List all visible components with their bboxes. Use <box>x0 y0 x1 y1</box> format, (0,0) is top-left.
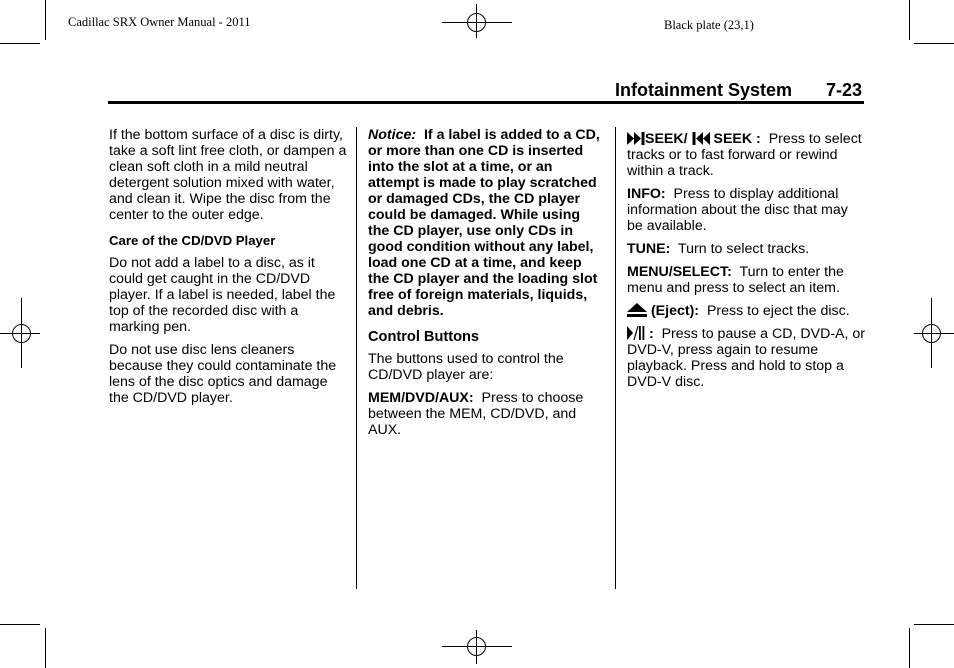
column-3 <box>627 131 865 397</box>
info-item <box>627 186 865 234</box>
notice-label: Notice: <box>368 127 417 143</box>
menu-select-text: Turn to enter the menu and press to select an item. <box>627 264 844 296</box>
column-1 <box>109 127 349 413</box>
cleaning-paragraph: If the bottom surface of a disc is dirty, take a soft lint free cloth, or dampen a clean soft cloth in a mild neutral detergent solution mixed with water, and clean it. Wipe the disc from the center to the outer edge. <box>109 127 347 223</box>
seek-back-icon <box>692 132 710 145</box>
lens-cleaner-paragraph: Do not use disc lens cleaners because they could contaminate the lens of the disc optics and damage the CD/DVD player. <box>109 342 337 406</box>
seek-forward-icon <box>627 132 645 145</box>
header-rule <box>108 101 864 104</box>
manual-title: Cadillac SRX Owner Manual - 2011 <box>68 15 251 29</box>
page-number: 7-23 <box>826 80 863 100</box>
tune-label: TUNE: <box>627 241 671 257</box>
menu-select-label: MENU/SELECT: <box>627 264 732 280</box>
column-divider <box>356 127 357 589</box>
mem-dvd-aux-label: MEM/DVD/AUX: <box>368 390 474 406</box>
tune-text: Turn to select tracks. <box>678 241 810 257</box>
eject-item <box>627 303 865 319</box>
mem-dvd-aux-text: Press to choose between the MEM, CD/DVD, and AUX. <box>368 390 584 438</box>
seek-label-a: SEEK/ <box>645 131 688 147</box>
play-pause-label: : <box>648 326 654 342</box>
label-paragraph: Do not add a label to a disc, as it could get caught in the CD/DVD player. If a label is needed, label the top of the recorded disc with a marking pen. <box>109 255 336 335</box>
plate-label: Black plate (23,1) <box>664 18 754 32</box>
tune-item <box>627 241 865 257</box>
eject-icon <box>627 303 647 317</box>
control-buttons-intro: The buttons used to control the CD/DVD player are: <box>368 351 564 383</box>
play-pause-text: Press to pause a CD, DVD-A, or DVD-V, press again to resume playback. Press and hold to stop a DVD-V disc. <box>627 326 866 390</box>
column-divider <box>615 127 616 589</box>
info-text: Press to display additional information about the disc that may be available. <box>627 186 848 234</box>
eject-label: (Eject): <box>650 303 700 319</box>
column-2 <box>368 127 604 445</box>
play-pause-item <box>627 326 865 390</box>
mem-dvd-aux-item <box>368 390 604 438</box>
seek-label-b: SEEK : <box>713 131 761 147</box>
care-heading: Care of the CD/DVD Player <box>109 233 276 248</box>
section-title: Infotainment System <box>615 80 793 100</box>
notice-paragraph <box>368 127 604 319</box>
eject-text: Press to eject the disc. <box>706 303 850 319</box>
seek-item <box>627 131 865 179</box>
menu-select-item <box>627 264 865 296</box>
play-pause-icon <box>627 326 645 340</box>
control-buttons-heading: Control Buttons <box>368 329 480 345</box>
notice-text: If a label is added to a CD, or more than one CD is inserted into the slot at a time, or an attempt is made to play scratched or damaged CDs, the CD player could be damaged. While using the CD player, use only CDs in good condition without any label, load one CD at a time, and keep the CD player and the loading slot free of foreign materials, liquids, and debris. <box>368 127 600 319</box>
info-label: INFO: <box>627 186 666 202</box>
seek-text: Press to select tracks or to fast forward or rewind within a track. <box>627 131 862 179</box>
